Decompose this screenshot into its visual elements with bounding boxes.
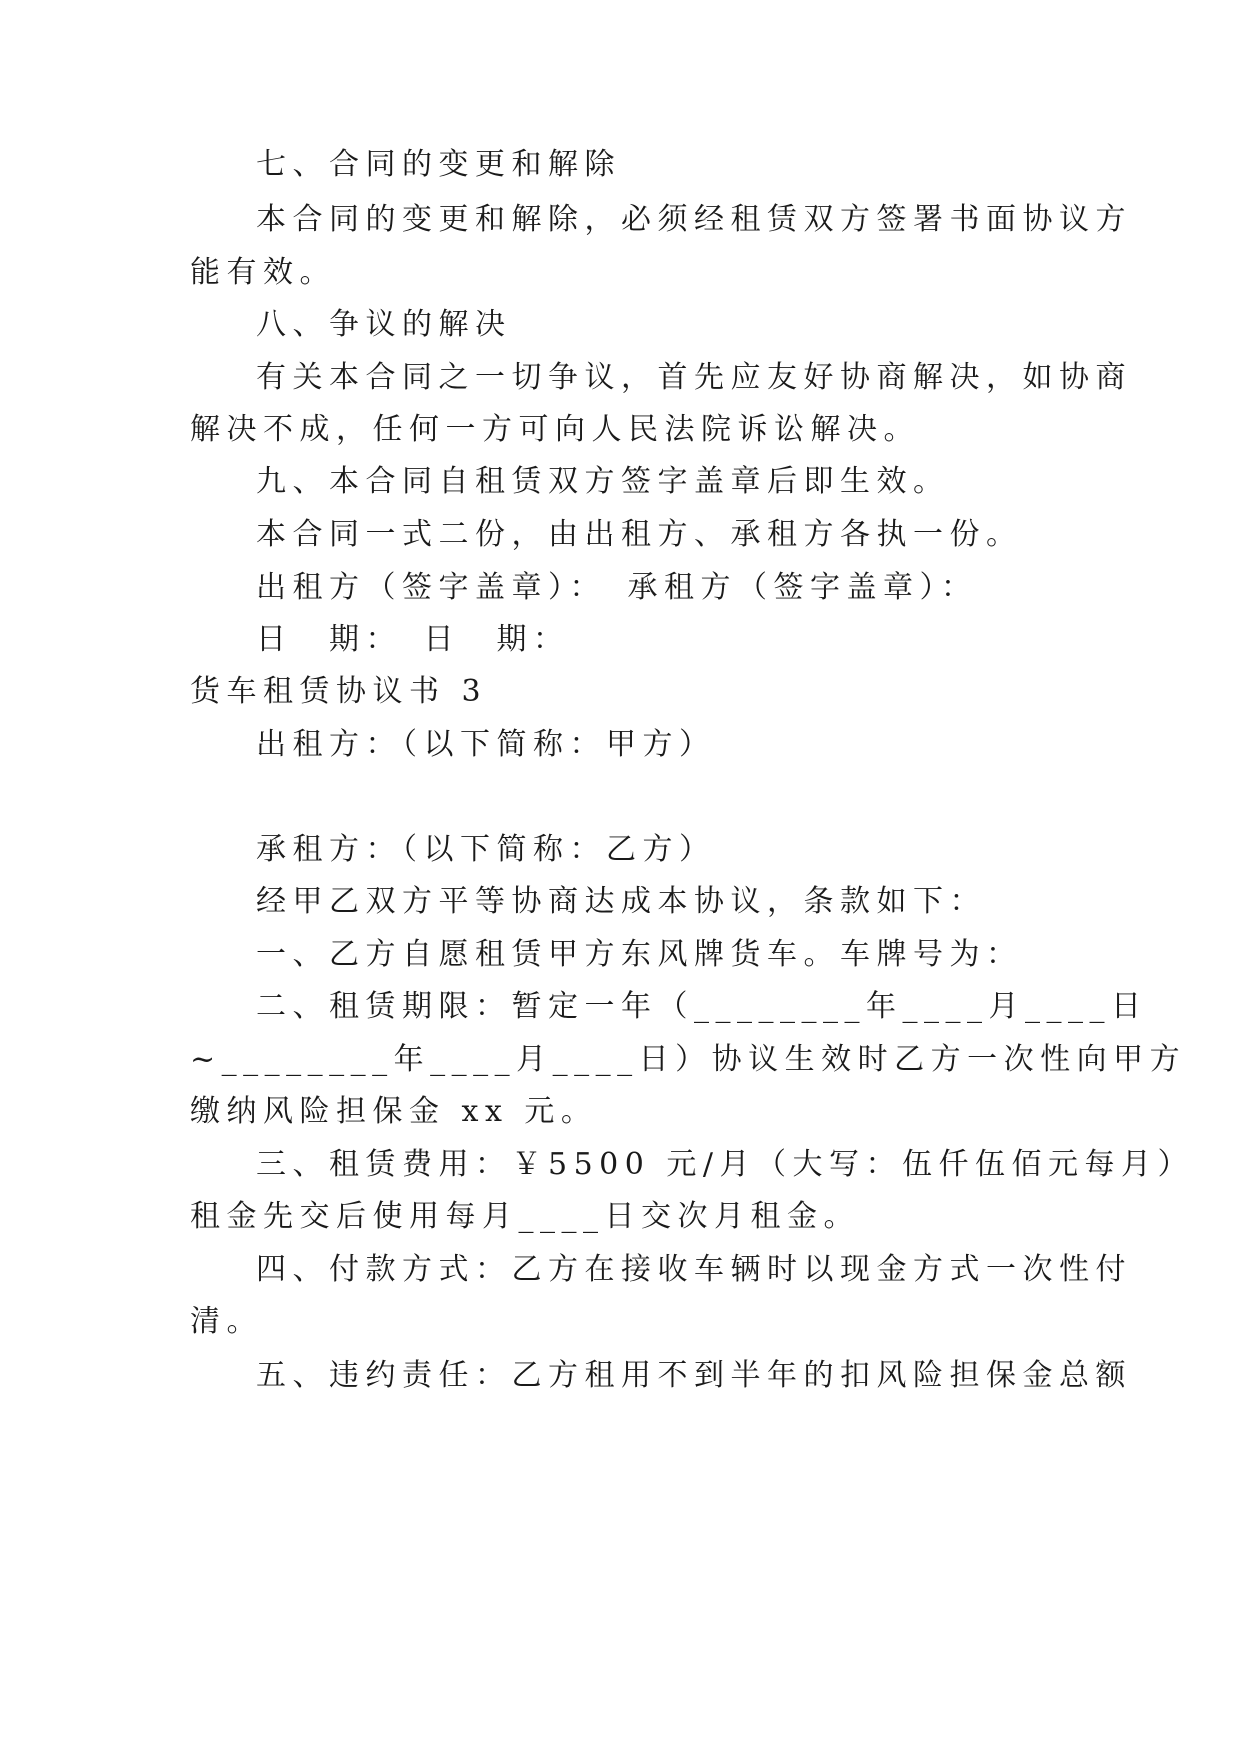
clause-5: 五、违约责任：乙方租用不到半年的扣风险担保金总额 <box>256 1358 1132 1393</box>
paragraph-line: 缴纳风险担保金 xx 元。 <box>190 1094 598 1129</box>
paragraph-line: 租金先交后使用每月____日交次月租金。 <box>190 1199 860 1234</box>
document-title: 货车租赁协议书 3 <box>190 674 488 709</box>
clause-1: 一、乙方自愿租赁甲方东风牌货车。车牌号为： <box>256 937 1023 972</box>
clause-4: 四、付款方式：乙方在接收车辆时以现金方式一次性付 <box>256 1252 1132 1287</box>
paragraph-line: 经甲乙双方平等协商达成本协议，条款如下： <box>256 884 986 919</box>
paragraph-line: 本合同的变更和解除，必须经租赁双方签署书面协议方 <box>256 202 1132 237</box>
paragraph-line: 解决不成，任何一方可向人民法院诉讼解决。 <box>190 412 920 447</box>
date-line: 日 期： 日 期： <box>256 622 570 657</box>
paragraph-line: 清。 <box>190 1304 263 1339</box>
paragraph-line: 有关本合同之一切争议，首先应友好协商解决，如协商 <box>256 360 1132 395</box>
paragraph-line: ~________年____月____日）协议生效时乙方一次性向甲方 <box>190 1042 1187 1077</box>
clause-2: 二、租赁期限：暂定一年（________年____月____日 <box>256 989 1148 1024</box>
lessee-line: 承租方：（以下简称：乙方） <box>256 832 716 867</box>
section-heading-8: 八、争议的解决 <box>256 307 512 342</box>
signature-line: 出租方（签字盖章）： 承租方（签字盖章）： <box>256 570 978 605</box>
section-heading-9: 九、本合同自租赁双方签字盖章后即生效。 <box>256 464 950 499</box>
lessor-line: 出租方：（以下简称：甲方） <box>256 727 716 762</box>
paragraph-line: 能有效。 <box>190 255 336 290</box>
paragraph-line: 本合同一式二份，由出租方、承租方各执一份。 <box>256 517 1023 552</box>
section-heading-7: 七、合同的变更和解除 <box>256 147 621 182</box>
clause-3: 三、租赁费用：￥5500 元/月（大写：伍仟伍佰元每月） <box>256 1147 1194 1182</box>
